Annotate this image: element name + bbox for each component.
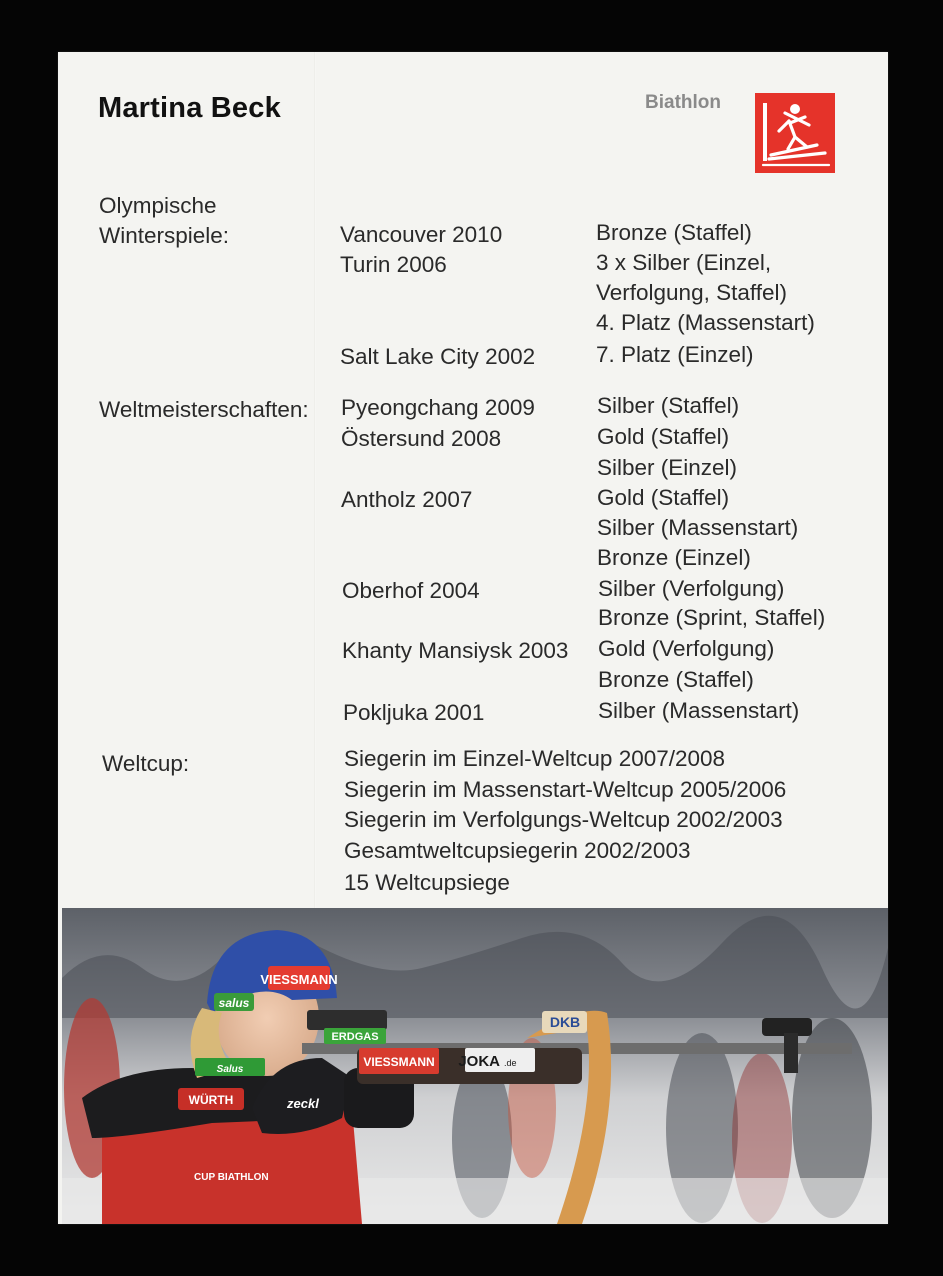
sponsor-stock: VIESSMANN [363, 1055, 435, 1069]
event-name: Pyeongchang 2009 [341, 395, 535, 420]
sponsor-rifle: JOKA [458, 1053, 500, 1070]
result-line: Bronze (Sprint, Staffel) [598, 605, 826, 630]
result-line: Silber (Einzel) [597, 455, 738, 480]
event-name: Turin 2006 [340, 252, 447, 277]
event-name: Pokljuka 2001 [343, 700, 485, 725]
athlete-card [58, 52, 888, 1224]
result-line: Silber (Massenstart) [598, 698, 800, 723]
section-label: Weltcup: [102, 751, 190, 776]
event-name: Östersund 2008 [341, 426, 502, 451]
result-line: 15 Weltcupsiege [344, 870, 510, 895]
sponsor-sleeve: WÜRTH [188, 1093, 234, 1107]
section-label: Olympische [99, 193, 217, 218]
sponsor-cap-brand: salus [218, 996, 250, 1010]
section-label: Weltmeisterschaften: [99, 397, 309, 422]
athlete-shooting-photo [62, 908, 888, 1224]
result-line: Gesamtweltcupsiegerin 2002/2003 [344, 838, 691, 863]
result-line: 4. Platz (Massenstart) [596, 310, 815, 335]
result-line: Gold (Staffel) [597, 485, 730, 510]
result-line: Siegerin im Massenstart-Weltcup 2005/2006 [344, 777, 787, 802]
result-line: Bronze (Einzel) [597, 545, 751, 570]
event-name: Khanty Mansiysk 2003 [342, 638, 569, 663]
result-line: 7. Platz (Einzel) [596, 342, 754, 367]
event-name: Vancouver 2010 [340, 222, 503, 247]
result-line: Silber (Staffel) [597, 393, 740, 418]
athlete-name: Martina Beck [98, 92, 281, 124]
biathlon-pictogram-icon [755, 93, 835, 173]
sponsor-scope: ERDGAS [331, 1031, 379, 1043]
sport-label: Biathlon [645, 92, 721, 113]
sponsor-cap: VIESSMANN [260, 972, 338, 987]
result-line: Siegerin im Einzel-Weltcup 2007/2008 [344, 746, 726, 771]
sponsor-rifle-suffix: .de [504, 1058, 517, 1068]
result-line: Gold (Verfolgung) [598, 636, 775, 661]
result-line: Verfolgung, Staffel) [596, 280, 787, 305]
card-fold-line [314, 52, 316, 908]
section-label: Winterspiele: [99, 223, 230, 248]
sponsor-glove: zeckl [287, 1096, 319, 1111]
event-name: Antholz 2007 [341, 487, 473, 512]
result-line: Siegerin im Verfolgungs-Weltcup 2002/2003 [344, 807, 783, 832]
result-line: Gold (Staffel) [597, 424, 730, 449]
event-name: Oberhof 2004 [342, 578, 480, 603]
result-line: Bronze (Staffel) [596, 220, 752, 245]
result-line: Silber (Verfolgung) [598, 576, 785, 601]
result-line: Bronze (Staffel) [598, 667, 754, 692]
result-line: 3 x Silber (Einzel, [596, 250, 772, 275]
event-name: Salt Lake City 2002 [340, 344, 536, 369]
sponsor-gun-tag: Salus [216, 1064, 244, 1075]
result-line: Silber (Massenstart) [597, 515, 799, 540]
sponsor-bib: CUP BIATHLON [194, 1172, 269, 1183]
sponsor-strap: DKB [549, 1014, 581, 1030]
